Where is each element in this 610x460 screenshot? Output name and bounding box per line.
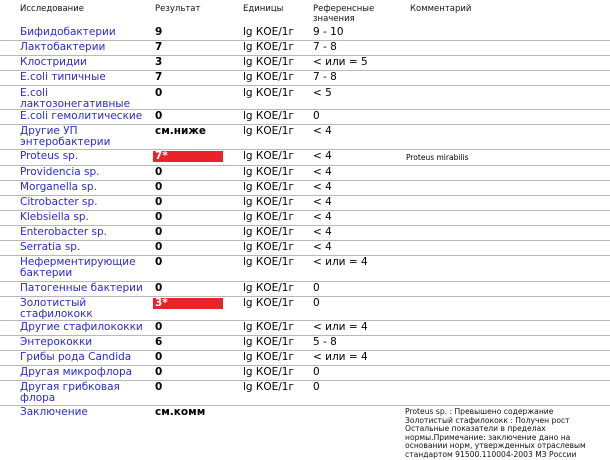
result-value: 3 [155, 56, 163, 68]
reference-value: 0 [313, 297, 320, 309]
conclusion-comment-line: Золотистый стафилококк : Получен рост [405, 415, 570, 425]
conclusion-label: Заключение [20, 406, 88, 418]
study-name: Неферментирующие бактерии [20, 256, 136, 279]
unit-value: lg КОЕ/1г [243, 336, 295, 348]
result-value: 0 [155, 256, 163, 268]
result-value: 7 [155, 71, 163, 83]
table-row [0, 150, 610, 166]
unit-value: lg КОЕ/1г [243, 196, 295, 208]
header-study: Исследование [20, 4, 84, 14]
unit-value: lg КОЕ/1г [243, 282, 295, 294]
conclusion-result: см.комм [155, 406, 206, 418]
reference-value: < 4 [313, 166, 332, 178]
reference-value: < 5 [313, 87, 332, 99]
result-value: 0 [155, 196, 163, 208]
unit-value: lg КОЕ/1г [243, 256, 295, 268]
study-name: Энтерококки [20, 336, 93, 348]
result-value: 0 [155, 381, 163, 393]
table-row [0, 71, 610, 86]
reference-value: 0 [313, 366, 320, 378]
header-reference [313, 4, 393, 24]
unit-value: lg КОЕ/1г [243, 26, 295, 38]
conclusion-comment-line: стандартом 91500.110004-2003 МЗ России [405, 449, 577, 459]
study-name: E.coli лактозонегативные [20, 87, 131, 110]
result-flagged: 3* [153, 298, 223, 309]
header-comment: Комментарий [410, 4, 472, 14]
study-name: Другая микрофлора [20, 366, 133, 378]
unit-value: lg КОЕ/1г [243, 87, 295, 99]
unit-value: lg КОЕ/1г [243, 56, 295, 68]
result-flagged: 7* [153, 151, 223, 162]
table-row [0, 125, 610, 150]
unit-value: lg КОЕ/1г [243, 297, 295, 309]
reference-value: 0 [313, 282, 320, 294]
conclusion-comment-line: Proteus sp. : Превышено содержание [405, 407, 554, 416]
table-row [0, 336, 610, 351]
unit-value: lg КОЕ/1г [243, 351, 295, 363]
result-value: 0 [155, 166, 163, 178]
result-value: 0 [155, 87, 163, 99]
study-name: Клостридии [20, 56, 87, 68]
unit-value: lg КОЕ/1г [243, 125, 295, 137]
table-row [0, 241, 610, 256]
study-name: Enterobacter sp. [20, 226, 107, 238]
unit-value: lg КОЕ/1г [243, 150, 295, 162]
reference-value: < 4 [313, 150, 332, 162]
table-row [0, 256, 610, 282]
reference-value: 0 [313, 381, 320, 393]
reference-value: 7 - 8 [313, 41, 337, 53]
unit-value: lg КОЕ/1г [243, 71, 295, 83]
result-value: 0 [155, 110, 163, 122]
reference-value: < 4 [313, 196, 332, 208]
reference-value: < или = 4 [313, 351, 368, 363]
study-name: Бифидобактерии [20, 26, 116, 38]
study-name: Providencia sp. [20, 166, 100, 178]
unit-value: lg КОЕ/1г [243, 166, 295, 178]
unit-value: lg КОЕ/1г [243, 321, 295, 333]
conclusion-comment [405, 408, 605, 460]
header-units: Единицы [243, 4, 284, 14]
reference-value: < 4 [313, 241, 332, 253]
reference-value: 0 [313, 110, 320, 122]
reference-value: < или = 4 [313, 321, 368, 333]
table-row [0, 381, 610, 406]
table-row [0, 87, 610, 110]
conclusion-comment-line: Остальные показатели в пределах [405, 424, 546, 434]
unit-value: lg КОЕ/1г [243, 241, 295, 253]
table-row [0, 226, 610, 241]
reference-value: < или = 4 [313, 256, 368, 268]
result-value: 0 [155, 241, 163, 253]
reference-value: < 4 [313, 226, 332, 238]
header-result: Результат [155, 4, 201, 14]
comment-value: Proteus mirabilis [406, 153, 469, 162]
table-row [0, 56, 610, 71]
unit-value: lg КОЕ/1г [243, 366, 295, 378]
unit-value: lg КОЕ/1г [243, 181, 295, 193]
study-name: Другие УП энтеробактерии [20, 125, 111, 148]
study-name: Грибы рода Candida [20, 351, 132, 363]
unit-value: lg КОЕ/1г [243, 211, 295, 223]
table-row [0, 351, 610, 366]
reference-value: 7 - 8 [313, 71, 337, 83]
table-row [0, 297, 610, 321]
study-name: Morganella sp. [20, 181, 97, 193]
reference-value: < или = 5 [313, 56, 368, 68]
reference-value: 9 - 10 [313, 26, 344, 38]
header-reference-line2: значения [313, 14, 355, 24]
reference-value: < 4 [313, 181, 332, 193]
table-row [0, 366, 610, 381]
study-name: Другие стафилококки [20, 321, 143, 333]
study-name: Другая грибковая флора [20, 381, 120, 404]
study-name: Патогенные бактерии [20, 282, 143, 294]
study-name: Золотистый стафилококк [20, 297, 93, 320]
study-name: E.coli гемолитические [20, 110, 143, 122]
table-row [0, 196, 610, 211]
conclusion-comment-line: основании норм, утвержденных отраслевым [405, 441, 586, 451]
table-row [0, 26, 610, 41]
header-reference-line1: Референсные [313, 4, 375, 14]
unit-value: lg КОЕ/1г [243, 226, 295, 238]
unit-value: lg КОЕ/1г [243, 381, 295, 393]
result-value: 7 [155, 41, 163, 53]
study-name: Serratia sp. [20, 241, 81, 253]
study-name: Citrobacter sp. [20, 196, 98, 208]
table-row [0, 181, 610, 196]
result-value: 9 [155, 26, 163, 38]
result-value: см.ниже [155, 125, 206, 137]
result-value: 0 [155, 366, 163, 378]
reference-value: < 4 [313, 125, 332, 137]
result-value: 0 [155, 282, 163, 294]
conclusion-comment-line: нормы.Примечание: заключение дано на [405, 432, 571, 442]
study-name: E.coli типичные [20, 71, 106, 83]
study-name: Proteus sp. [20, 150, 79, 162]
study-name: Лактобактерии [20, 41, 106, 53]
result-value: 0 [155, 211, 163, 223]
reference-value: 5 - 8 [313, 336, 337, 348]
table-row [0, 282, 610, 297]
table-row [0, 321, 610, 336]
study-name: Klebsiella sp. [20, 211, 89, 223]
reference-value: < 4 [313, 211, 332, 223]
result-value: 0 [155, 181, 163, 193]
table-row [0, 166, 610, 181]
result-value: 0 [155, 351, 163, 363]
unit-value: lg КОЕ/1г [243, 110, 295, 122]
table-row [0, 211, 610, 226]
result-value: 6 [155, 336, 163, 348]
table-row [0, 41, 610, 56]
result-value: 0 [155, 226, 163, 238]
result-value: 0 [155, 321, 163, 333]
unit-value: lg КОЕ/1г [243, 41, 295, 53]
table-row [0, 110, 610, 125]
